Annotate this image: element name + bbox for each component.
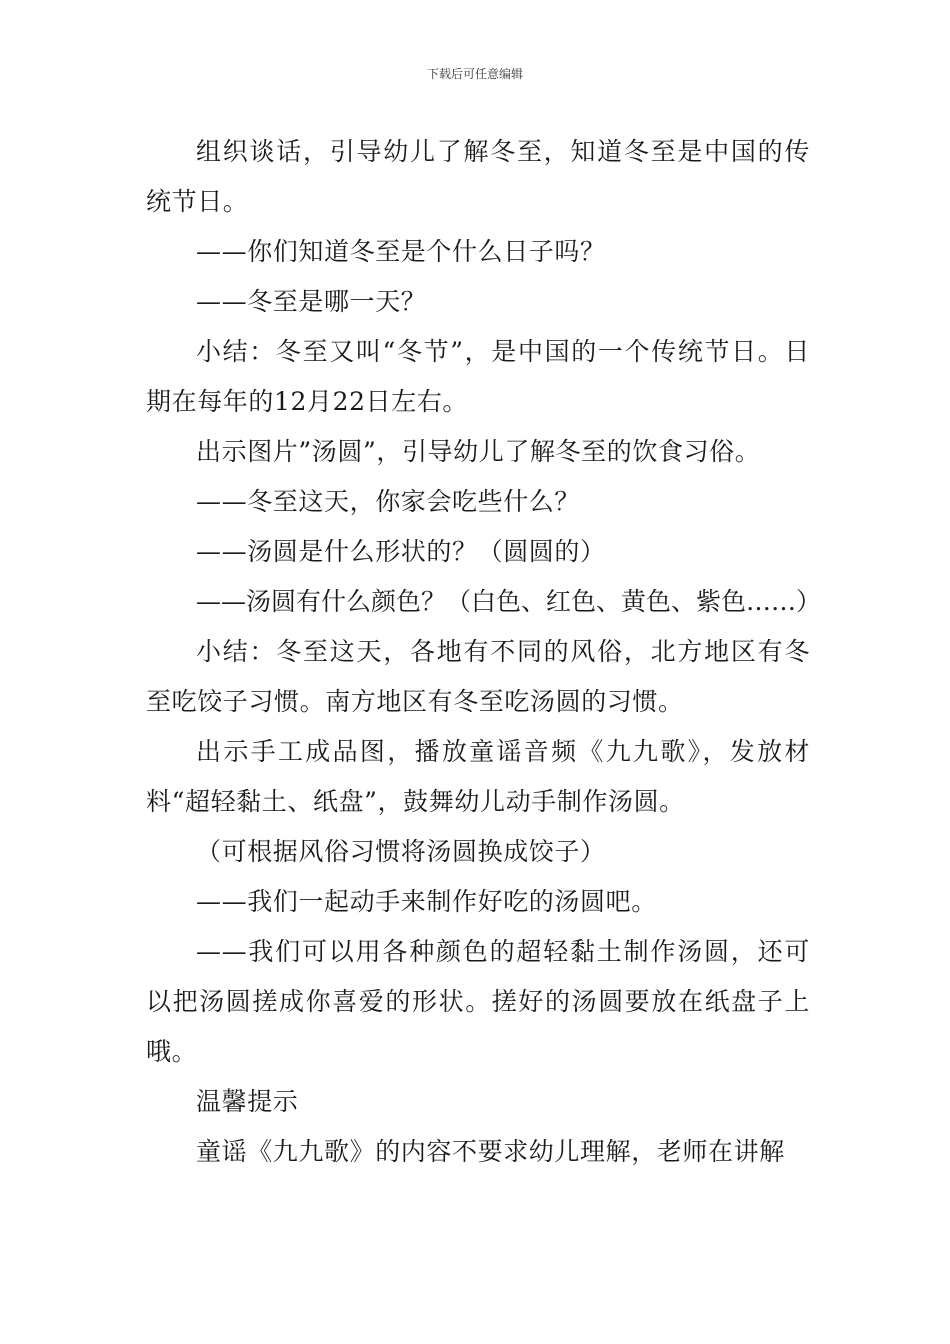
paragraph-handcraft: 出示手工成品图，播放童谣音频《九九歌》，发放材料“超轻黏土、纸盘”，鼓舞幼儿动手制作汤圆。 <box>146 737 810 816</box>
page-header: 下载后可任意编辑 <box>426 67 523 81</box>
paragraph-question-4: ——汤圆是什么形状的？（圆圆的） <box>196 537 606 566</box>
paragraph-tips-text: 童谣《九九歌》的内容不要求幼儿理解，老师在讲解 <box>196 1137 785 1166</box>
paragraph-question-7: ——我们可以用各种颜色的超轻黏土制作汤圆，还可以把汤圆搓成你喜爱的形状。搓好的汤圆要放在纸盘子上哦。 <box>146 937 810 1066</box>
paragraph-question-1: ——你们知道冬至是个什么日子吗？ <box>196 237 606 266</box>
paragraph-note: （可根据风俗习惯将汤圆换成饺子） <box>196 837 606 866</box>
paragraph-question-3: ——冬至这天，你家会吃些什么？ <box>196 487 581 516</box>
paragraph-question-2: ——冬至是哪一天？ <box>196 287 427 316</box>
document-body <box>146 127 822 1177</box>
paragraph-question-6: ——我们一起动手来制作好吃的汤圆吧。 <box>196 887 657 916</box>
paragraph-intro: 组织谈话，引导幼儿了解冬至，知道冬至是中国的传统节日。 <box>146 137 810 216</box>
paragraph-question-5: ——汤圆有什么颜色？（白色、红色、黄色、紫色……） <box>196 587 822 616</box>
paragraph-tips-heading: 温馨提示 <box>196 1087 299 1116</box>
paragraph-summary-2: 小结：冬至这天，各地有不同的风俗，北方地区有冬至吃饺子习惯。南方地区有冬至吃汤圆的习惯。 <box>146 637 810 716</box>
paragraph-summary-1: 小结：冬至又叫“冬节”，是中国的一个传统节日。日期在每年的12月22日左右。 <box>146 337 810 416</box>
paragraph-show-picture: 出示图片”汤圆”，引导幼儿了解冬至的饮食习俗。 <box>196 437 761 466</box>
